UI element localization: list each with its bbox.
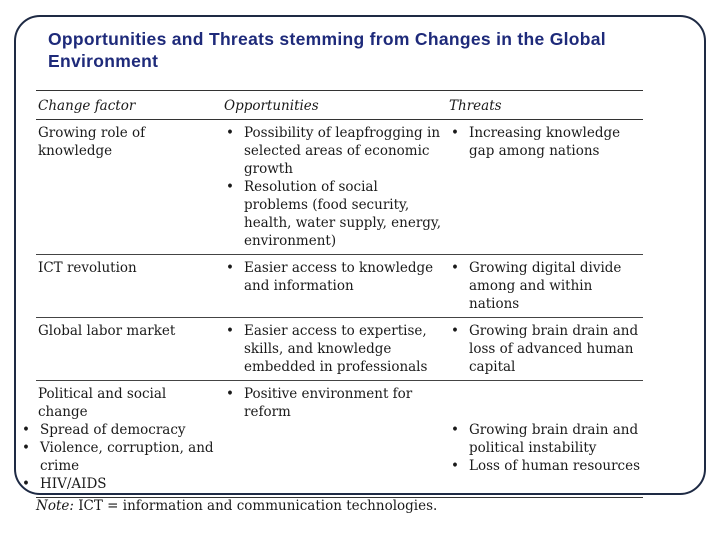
opportunities-cell xyxy=(222,120,447,255)
opportunities-cell xyxy=(222,381,447,498)
threats-cell xyxy=(447,381,643,498)
table-header-row xyxy=(36,91,643,120)
slide-title: Opportunities and Threats stemming from Changes in the Global Environment xyxy=(48,29,606,71)
header-opportunities: Opportunities xyxy=(222,91,447,120)
list-item: • Growing brain drain and political instability xyxy=(449,421,641,457)
list-item: • Easier access to expertise, skills, and knowledge embedded in professionals xyxy=(224,322,445,376)
opportunities-threats-table xyxy=(36,90,643,498)
note-text: ICT = information and communication technologies. xyxy=(78,498,438,514)
list-item: • HIV/AIDS xyxy=(20,475,220,493)
change-factor-cell: Global labor market xyxy=(36,318,222,381)
opportunities-cell xyxy=(222,255,447,318)
table-row xyxy=(36,120,643,255)
table-note xyxy=(36,498,437,514)
change-factor-cell: ICT revolution xyxy=(36,255,222,318)
threats-cell xyxy=(447,120,643,255)
header-change-factor: Change factor xyxy=(36,91,222,120)
list-item: • Easier access to knowledge and information xyxy=(224,259,445,295)
change-factor-cell xyxy=(36,381,222,498)
threats-cell xyxy=(447,318,643,381)
table-container xyxy=(36,90,643,498)
note-label: Note: xyxy=(36,498,74,514)
table-row xyxy=(36,318,643,381)
opportunities-cell xyxy=(222,318,447,381)
list-item: • Resolution of social problems (food security, health, water supply, energy, environment) xyxy=(224,178,445,250)
table-row xyxy=(36,381,643,498)
table-row xyxy=(36,255,643,318)
list-item: • Violence, corruption, and crime xyxy=(20,439,220,475)
change-factor-text: Political and social change xyxy=(38,386,167,420)
list-item: • Loss of human resources xyxy=(449,457,641,475)
list-item: • Possibility of leapfrogging in selected areas of economic growth xyxy=(224,124,445,178)
list-item: • Increasing knowledge gap among nations xyxy=(449,124,641,160)
list-item: • Growing digital divide among and within nations xyxy=(449,259,641,313)
list-item: • Spread of democracy xyxy=(20,421,220,439)
list-item: • Growing brain drain and loss of advanced human capital xyxy=(449,322,641,376)
header-threats: Threats xyxy=(447,91,643,120)
list-item: • Positive environment for reform xyxy=(224,385,445,421)
change-factor-cell: Growing role of knowledge xyxy=(36,120,222,255)
threats-cell xyxy=(447,255,643,318)
